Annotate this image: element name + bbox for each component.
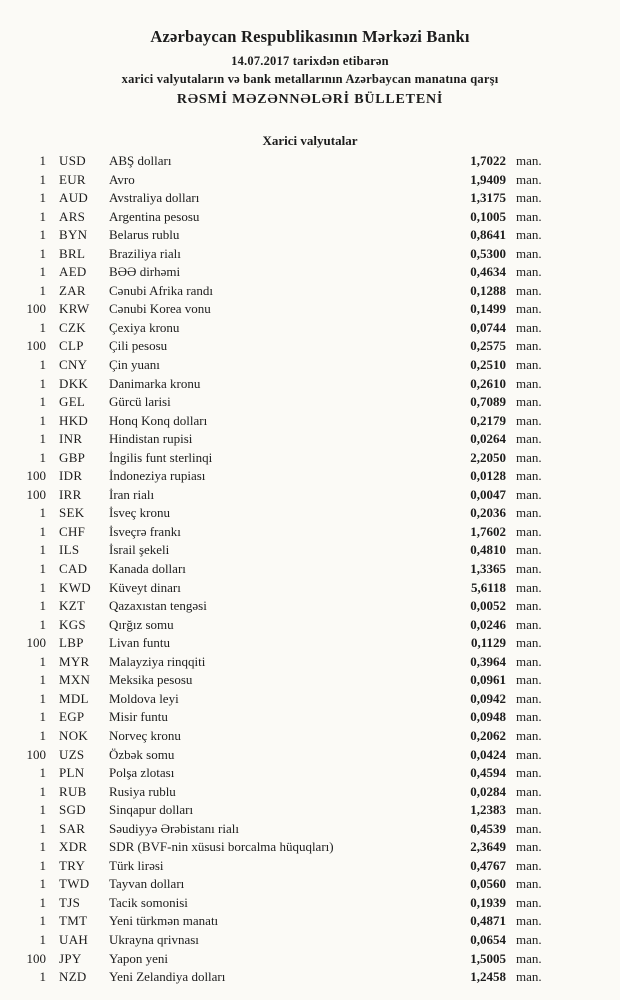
currency-quantity: 1 bbox=[39, 857, 46, 873]
currency-code: USD bbox=[59, 153, 86, 168]
currency-code: EUR bbox=[59, 171, 86, 187]
currency-name: Argentina pesosu bbox=[109, 208, 200, 224]
unit-label: man. bbox=[516, 542, 542, 558]
currency-name: Avstraliya dolları bbox=[109, 190, 200, 206]
rate-row bbox=[0, 190, 620, 209]
currency-quantity: 100 bbox=[26, 746, 46, 762]
currency-quantity: 1 bbox=[39, 319, 46, 335]
currency-quantity: 1 bbox=[39, 245, 46, 261]
currency-quantity: 100 bbox=[26, 486, 46, 502]
currency-quantity: 1 bbox=[39, 208, 46, 224]
rate-row bbox=[0, 338, 620, 357]
unit-label: man. bbox=[516, 468, 542, 484]
rate-value: 0,4634 bbox=[470, 264, 506, 280]
effective-date-line: 14.07.2017 tarixdən etibarən bbox=[231, 54, 389, 68]
currency-code: KRW bbox=[59, 301, 90, 317]
currency-name: Avro bbox=[109, 171, 135, 187]
currency-name: Sinqapur dolları bbox=[109, 802, 194, 818]
rate-value: 1,3365 bbox=[470, 561, 506, 577]
currency-name: Belarus rublu bbox=[109, 227, 180, 243]
currency-quantity: 1 bbox=[39, 931, 46, 947]
rate-row bbox=[0, 227, 620, 246]
currency-quantity: 1 bbox=[39, 876, 46, 892]
currency-quantity: 100 bbox=[26, 468, 46, 484]
currency-name: Küveyt dinarı bbox=[109, 579, 181, 595]
unit-label: man. bbox=[516, 319, 542, 335]
unit-label: man. bbox=[516, 579, 542, 595]
rate-value: 0,8641 bbox=[470, 227, 506, 243]
currency-code: INR bbox=[59, 431, 83, 447]
currency-name: Norveç kronu bbox=[109, 727, 181, 743]
rate-value: 0,7089 bbox=[470, 394, 506, 410]
rate-value: 0,4767 bbox=[470, 857, 506, 873]
currency-code: KWD bbox=[59, 579, 91, 595]
rate-row bbox=[0, 209, 620, 228]
currency-code: JPY bbox=[59, 950, 82, 966]
currency-name: Moldova leyi bbox=[109, 690, 179, 706]
rate-row bbox=[0, 172, 620, 191]
rate-row bbox=[0, 580, 620, 599]
currency-name: Çili pesosu bbox=[109, 338, 168, 354]
rate-value: 1,3175 bbox=[470, 190, 506, 206]
currency-name: Tayvan dolları bbox=[109, 876, 185, 892]
rate-row bbox=[0, 895, 620, 914]
currency-quantity: 100 bbox=[26, 950, 46, 966]
currency-quantity: 1 bbox=[39, 598, 46, 614]
currency-name: ABŞ dolları bbox=[109, 153, 172, 168]
rate-value: 0,1129 bbox=[470, 635, 506, 651]
currency-code: KGS bbox=[59, 616, 86, 632]
rates-table bbox=[0, 153, 620, 988]
currency-code: MYR bbox=[59, 653, 90, 669]
rate-value: 0,2062 bbox=[470, 727, 506, 743]
currency-quantity: 1 bbox=[39, 375, 46, 391]
currency-code: IRR bbox=[59, 486, 82, 502]
rate-value: 0,0961 bbox=[470, 672, 506, 688]
rate-row bbox=[0, 951, 620, 970]
currency-name: Hindistan rupisi bbox=[109, 431, 193, 447]
subject-line: xarici valyutaların və bank metallarının Azərbaycan manatına qarşı bbox=[121, 72, 499, 86]
currency-code: CLP bbox=[59, 338, 84, 354]
currency-quantity: 1 bbox=[39, 765, 46, 781]
unit-label: man. bbox=[516, 486, 542, 502]
currency-name: Cənubi Afrika randı bbox=[109, 282, 213, 298]
currency-name: Danimarka kronu bbox=[109, 375, 201, 391]
currency-quantity: 100 bbox=[26, 635, 46, 651]
unit-label: man. bbox=[516, 227, 542, 243]
rate-row bbox=[0, 561, 620, 580]
currency-name: Səudiyyə Ərəbistanı rialı bbox=[109, 820, 239, 836]
unit-label: man. bbox=[516, 783, 542, 799]
rate-row bbox=[0, 413, 620, 432]
currency-name: BƏƏ dirhəmi bbox=[109, 264, 181, 280]
rate-row bbox=[0, 765, 620, 784]
rate-value: 0,2575 bbox=[470, 338, 506, 354]
currency-code: SAR bbox=[59, 820, 86, 836]
rate-row bbox=[0, 691, 620, 710]
unit-label: man. bbox=[516, 505, 542, 521]
currency-name: Qırğız somu bbox=[109, 616, 174, 632]
unit-label: man. bbox=[516, 690, 542, 706]
rate-value: 0,0942 bbox=[470, 690, 506, 706]
currency-code: UAH bbox=[59, 931, 89, 947]
currency-quantity: 1 bbox=[39, 394, 46, 410]
currency-code: ARS bbox=[59, 208, 86, 224]
rate-value: 0,4871 bbox=[470, 913, 506, 929]
currency-code: BRL bbox=[59, 245, 86, 261]
rate-value: 0,4810 bbox=[470, 542, 506, 558]
currency-code: PLN bbox=[59, 765, 85, 781]
rate-row bbox=[0, 542, 620, 561]
rate-row bbox=[0, 524, 620, 543]
unit-label: man. bbox=[516, 431, 542, 447]
rate-row bbox=[0, 802, 620, 821]
currency-code: GEL bbox=[59, 394, 86, 410]
unit-label: man. bbox=[516, 245, 542, 261]
currency-quantity: 1 bbox=[39, 802, 46, 818]
currency-name: Qazaxıstan tengəsi bbox=[109, 598, 207, 614]
currency-code: NZD bbox=[59, 969, 87, 985]
unit-label: man. bbox=[516, 635, 542, 651]
unit-label: man. bbox=[516, 709, 542, 725]
currency-name: İsveç kronu bbox=[109, 505, 171, 521]
bank-title: Azərbaycan Respublikasının Mərkəzi Bankı bbox=[150, 27, 470, 46]
rate-value: 2,3649 bbox=[470, 839, 506, 855]
currency-quantity: 1 bbox=[39, 969, 46, 985]
currency-quantity: 1 bbox=[39, 431, 46, 447]
currency-code: TRY bbox=[59, 857, 86, 873]
currency-code: MDL bbox=[59, 690, 89, 706]
currency-name: Braziliya rialı bbox=[109, 245, 181, 261]
currency-quantity: 1 bbox=[39, 190, 46, 206]
rate-value: 0,1005 bbox=[470, 208, 506, 224]
unit-label: man. bbox=[516, 839, 542, 855]
unit-label: man. bbox=[516, 301, 542, 317]
currency-name: Özbək somu bbox=[109, 746, 175, 762]
currency-code: AUD bbox=[59, 190, 89, 206]
rate-value: 0,1288 bbox=[470, 282, 506, 298]
currency-name: Livan funtu bbox=[109, 635, 171, 651]
rate-row bbox=[0, 635, 620, 654]
unit-label: man. bbox=[516, 616, 542, 632]
rate-value: 0,0424 bbox=[470, 746, 506, 762]
currency-code: TJS bbox=[59, 894, 81, 910]
unit-label: man. bbox=[516, 282, 542, 298]
rate-value: 0,0128 bbox=[470, 468, 506, 484]
rate-row bbox=[0, 969, 620, 988]
rate-row bbox=[0, 913, 620, 932]
currency-code: TMT bbox=[59, 913, 88, 929]
rate-row bbox=[0, 932, 620, 951]
currency-quantity: 1 bbox=[39, 653, 46, 669]
currency-code: CZK bbox=[59, 319, 86, 335]
currency-quantity: 1 bbox=[39, 505, 46, 521]
currency-code: IDR bbox=[59, 468, 83, 484]
unit-label: man. bbox=[516, 894, 542, 910]
rate-value: 0,2610 bbox=[470, 375, 506, 391]
unit-label: man. bbox=[516, 357, 542, 373]
currency-code: TWD bbox=[59, 876, 90, 892]
rate-row bbox=[0, 858, 620, 877]
currency-quantity: 1 bbox=[39, 709, 46, 725]
rate-value: 0,1499 bbox=[470, 301, 506, 317]
unit-label: man. bbox=[516, 913, 542, 929]
rate-value: 0,3964 bbox=[470, 653, 506, 669]
currency-name: Malayziya rinqqiti bbox=[109, 653, 206, 669]
rate-row bbox=[0, 784, 620, 803]
unit-label: man. bbox=[516, 653, 542, 669]
currency-code: ZAR bbox=[59, 282, 86, 298]
currency-name: Meksika pesosu bbox=[109, 672, 193, 688]
unit-label: man. bbox=[516, 171, 542, 187]
currency-code: EGP bbox=[59, 709, 85, 725]
currency-name: Yeni Zelandiya dolları bbox=[109, 969, 226, 985]
currency-name: Tacik somonisi bbox=[109, 894, 188, 910]
currency-code: CHF bbox=[59, 523, 86, 539]
rate-row bbox=[0, 709, 620, 728]
currency-name: Yeni türkmən manatı bbox=[109, 913, 219, 929]
rate-value: 0,1939 bbox=[470, 894, 506, 910]
unit-label: man. bbox=[516, 561, 542, 577]
rate-value: 0,0948 bbox=[470, 709, 506, 725]
rate-row bbox=[0, 301, 620, 320]
currency-quantity: 1 bbox=[39, 579, 46, 595]
currency-quantity: 100 bbox=[26, 301, 46, 317]
rate-row bbox=[0, 839, 620, 858]
rate-row bbox=[0, 264, 620, 283]
unit-label: man. bbox=[516, 820, 542, 836]
currency-name: İngilis funt sterlinqi bbox=[109, 449, 213, 465]
rate-row bbox=[0, 617, 620, 636]
unit-label: man. bbox=[516, 746, 542, 762]
currency-quantity: 1 bbox=[39, 227, 46, 243]
rate-row bbox=[0, 654, 620, 673]
currency-name: SDR (BVF-nin xüsusi borcalma hüquqları) bbox=[109, 839, 334, 855]
rate-value: 0,2510 bbox=[470, 357, 506, 373]
currency-quantity: 1 bbox=[39, 913, 46, 929]
rate-value: 0,4539 bbox=[470, 820, 506, 836]
currency-code: UZS bbox=[59, 746, 85, 762]
currency-quantity: 1 bbox=[39, 282, 46, 298]
rate-row bbox=[0, 357, 620, 376]
rate-row bbox=[0, 450, 620, 469]
currency-quantity: 1 bbox=[39, 523, 46, 539]
rate-value: 0,0052 bbox=[470, 598, 506, 614]
unit-label: man. bbox=[516, 969, 542, 985]
unit-label: man. bbox=[516, 727, 542, 743]
rate-value: 1,7602 bbox=[470, 523, 506, 539]
currency-name: Honq Konq dolları bbox=[109, 412, 208, 428]
currency-name: Rusiya rublu bbox=[109, 783, 176, 799]
rate-row bbox=[0, 468, 620, 487]
currency-quantity: 1 bbox=[39, 171, 46, 187]
rate-value: 0,0264 bbox=[470, 431, 506, 447]
rate-value: 1,9409 bbox=[470, 171, 506, 187]
currency-quantity: 1 bbox=[39, 690, 46, 706]
currency-quantity: 1 bbox=[39, 542, 46, 558]
currency-name: Türk lirəsi bbox=[109, 857, 164, 873]
rate-row bbox=[0, 394, 620, 413]
rate-row bbox=[0, 376, 620, 395]
unit-label: man. bbox=[516, 412, 542, 428]
currency-quantity: 1 bbox=[39, 264, 46, 280]
currency-name: Çin yuanı bbox=[109, 357, 160, 373]
rate-row bbox=[0, 246, 620, 265]
currency-code: NOK bbox=[59, 727, 89, 743]
rate-value: 0,4594 bbox=[470, 765, 506, 781]
currency-code: AED bbox=[59, 264, 87, 280]
unit-label: man. bbox=[516, 802, 542, 818]
rate-row bbox=[0, 153, 620, 172]
currency-name: Polşa zlotası bbox=[109, 765, 175, 781]
currency-name: Misir funtu bbox=[109, 709, 168, 725]
rate-value: 2,2050 bbox=[470, 449, 506, 465]
currency-name: Yapon yeni bbox=[109, 950, 168, 966]
currency-quantity: 1 bbox=[39, 412, 46, 428]
rate-row bbox=[0, 672, 620, 691]
currency-quantity: 1 bbox=[39, 820, 46, 836]
unit-label: man. bbox=[516, 672, 542, 688]
currency-quantity: 1 bbox=[39, 153, 46, 168]
rate-row bbox=[0, 320, 620, 339]
unit-label: man. bbox=[516, 153, 542, 168]
rate-value: 0,0246 bbox=[470, 616, 506, 632]
unit-label: man. bbox=[516, 394, 542, 410]
rate-row bbox=[0, 505, 620, 524]
unit-label: man. bbox=[516, 449, 542, 465]
currency-code: MXN bbox=[59, 672, 91, 688]
unit-label: man. bbox=[516, 876, 542, 892]
rate-value: 5,6118 bbox=[470, 579, 506, 595]
currency-code: DKK bbox=[59, 375, 89, 391]
currency-code: SGD bbox=[59, 802, 86, 818]
unit-label: man. bbox=[516, 598, 542, 614]
unit-label: man. bbox=[516, 765, 542, 781]
currency-code: CAD bbox=[59, 561, 88, 577]
currency-quantity: 1 bbox=[39, 672, 46, 688]
unit-label: man. bbox=[516, 931, 542, 947]
rate-value: 0,0284 bbox=[470, 783, 506, 799]
unit-label: man. bbox=[516, 375, 542, 391]
unit-label: man. bbox=[516, 950, 542, 966]
rate-value: 0,2036 bbox=[470, 505, 506, 521]
unit-label: man. bbox=[516, 264, 542, 280]
rate-value: 0,0560 bbox=[470, 876, 506, 892]
currency-code: BYN bbox=[59, 227, 88, 243]
currency-quantity: 100 bbox=[26, 338, 46, 354]
currency-quantity: 1 bbox=[39, 839, 46, 855]
currency-code: KZT bbox=[59, 598, 86, 614]
rate-value: 0,5300 bbox=[470, 245, 506, 261]
currency-name: Gürcü larisi bbox=[109, 394, 171, 410]
currency-code: SEK bbox=[59, 505, 85, 521]
unit-label: man. bbox=[516, 523, 542, 539]
rate-value: 1,5005 bbox=[470, 950, 506, 966]
currency-code: HKD bbox=[59, 412, 89, 428]
currency-name: İsveçrə frankı bbox=[109, 523, 181, 539]
currency-name: Çexiya kronu bbox=[109, 319, 180, 335]
currency-code: LBP bbox=[59, 635, 84, 651]
unit-label: man. bbox=[516, 857, 542, 873]
currency-quantity: 1 bbox=[39, 449, 46, 465]
rate-row bbox=[0, 821, 620, 840]
currency-quantity: 1 bbox=[39, 727, 46, 743]
rate-value: 1,2383 bbox=[470, 802, 506, 818]
rate-row bbox=[0, 431, 620, 450]
rate-row bbox=[0, 876, 620, 895]
currency-name: İndoneziya rupiası bbox=[109, 468, 206, 484]
unit-label: man. bbox=[516, 208, 542, 224]
rate-row bbox=[0, 747, 620, 766]
unit-label: man. bbox=[516, 190, 542, 206]
currency-name: Ukrayna qrivnası bbox=[109, 931, 199, 947]
rate-row bbox=[0, 598, 620, 617]
currency-name: İsrail şekeli bbox=[109, 542, 170, 558]
currency-code: ILS bbox=[59, 542, 80, 558]
rate-row bbox=[0, 283, 620, 302]
currency-quantity: 1 bbox=[39, 561, 46, 577]
currency-quantity: 1 bbox=[39, 357, 46, 373]
currency-quantity: 1 bbox=[39, 616, 46, 632]
currency-name: Cənubi Korea vonu bbox=[109, 301, 211, 317]
currency-quantity: 1 bbox=[39, 783, 46, 799]
currency-name: Kanada dolları bbox=[109, 561, 186, 577]
rate-row bbox=[0, 487, 620, 506]
currency-code: RUB bbox=[59, 783, 87, 799]
currency-quantity: 1 bbox=[39, 894, 46, 910]
rate-value: 1,7022 bbox=[470, 153, 506, 168]
rate-value: 0,2179 bbox=[470, 412, 506, 428]
rate-value: 0,0744 bbox=[470, 319, 506, 335]
rate-value: 0,0047 bbox=[470, 486, 506, 502]
bulletin-title: RƏSMİ MƏZƏNNƏLƏRİ BÜLLETENİ bbox=[176, 92, 444, 107]
currency-code: CNY bbox=[59, 357, 88, 373]
rate-value: 0,0654 bbox=[470, 931, 506, 947]
currency-code: XDR bbox=[59, 839, 88, 855]
rate-row bbox=[0, 728, 620, 747]
currency-code: GBP bbox=[59, 449, 86, 465]
unit-label: man. bbox=[516, 338, 542, 354]
currency-name: İran rialı bbox=[109, 486, 155, 502]
section-title-foreign-currencies: Xarici valyutalar bbox=[262, 133, 358, 148]
rate-value: 1,2458 bbox=[470, 969, 506, 985]
